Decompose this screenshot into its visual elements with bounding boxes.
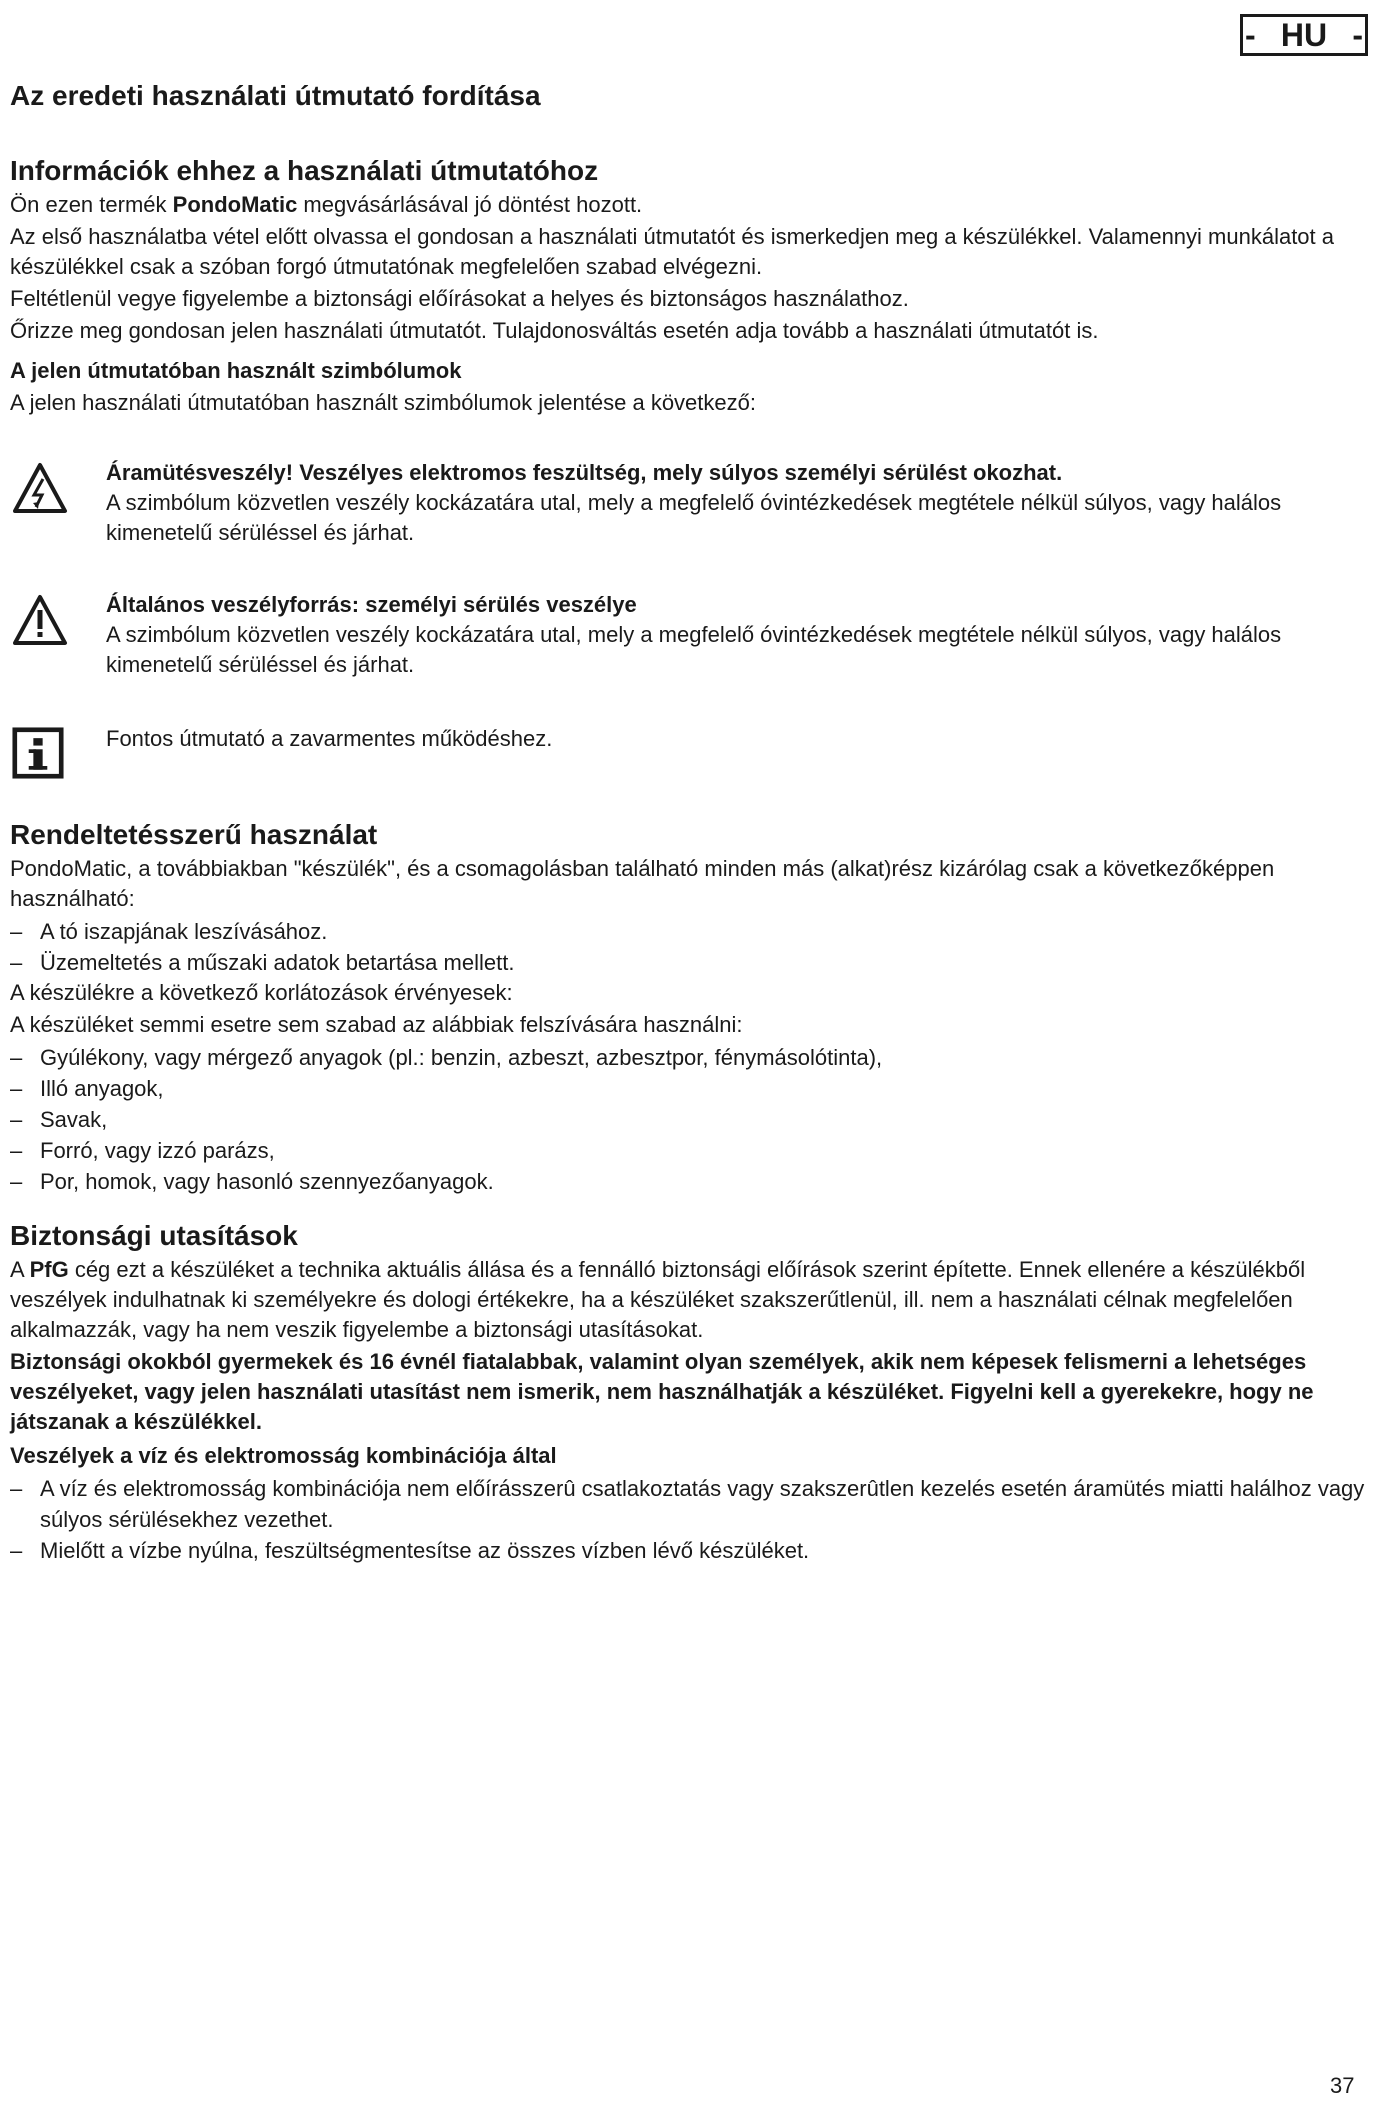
symbols-intro: A jelen használati útmutatóban használt szimbólumok jelentése a következő:	[10, 390, 756, 415]
safety-section	[10, 1219, 1370, 1566]
symbol-electric-title: Áramütésveszély! Veszélyes elektromos feszültség, mely súlyos személyi sérülést okozhat.	[106, 460, 1063, 485]
list-item: – Illó anyagok,	[10, 1073, 1370, 1104]
badge-dash-left: -	[1245, 17, 1256, 53]
language-badge	[1240, 14, 1368, 56]
intended-use-section	[10, 818, 1370, 1197]
page-content	[10, 78, 1370, 1566]
symbol-general-title: Általános veszélyforrás: személyi sérülés veszélye	[106, 592, 637, 617]
info-paragraph-3: Feltétlenül vegye figyelembe a biztonsági előírásokat a helyes és biztonságos használathoz.	[10, 286, 909, 311]
info-p1-pre: Ön ezen termék	[10, 192, 173, 217]
safety-heading: Biztonsági utasítások	[10, 1220, 298, 1251]
forbidden-list	[10, 1042, 1370, 1197]
symbol-row-info	[10, 720, 1370, 780]
list-item: – Savak,	[10, 1104, 1370, 1135]
company-name: PfG	[29, 1257, 69, 1282]
page-number: 37	[1330, 2073, 1355, 2098]
symbols-section	[10, 356, 1370, 780]
list-item: – Mielőtt a vízbe nyúlna, feszültségmentesítse az összes vízben lévő készüléket.	[10, 1535, 1370, 1566]
symbol-general-text: A szimbólum közvetlen veszély kockázatára utal, mely a megfelelő óvintézkedések megtétele nélkül súlyos, vagy halálos kimenetelű sérüléssel és járhat.	[106, 622, 1282, 677]
info-paragraph-2: Az első használatba vétel előtt olvassa el gondosan a használati útmutatót és ismerkedjen meg a készülékkel. Valamennyi munkálatot a készülékkel csak a szóban forgó útmutatónak megfelelően szabad elvégezni.	[10, 224, 1335, 279]
badge-dash-right: -	[1352, 17, 1363, 53]
language-code: HU	[1280, 17, 1328, 53]
list-item: – Forró, vagy izzó parázs,	[10, 1135, 1370, 1166]
symbol-row-general	[10, 590, 1370, 680]
restrictions-line: A készülékre a következő korlátozások érvényesek:	[10, 980, 513, 1005]
safety-list	[10, 1473, 1370, 1566]
safety-children-warning: Biztonsági okokból gyermekek és 16 évnél fiatalabbak, valamint olyan személyek, akik nem képesek felismerni a lehetséges veszélyeket, vagy jelen használati utasítást nem ismerik, nem használhatják a készüléket. Figyelni kell a gyerekekre, hogy ne játszanak a készülékkel.	[10, 1349, 1314, 1434]
forbidden-line: A készüléket semmi esetre sem szabad az alábbiak felszívására használni:	[10, 1012, 743, 1037]
info-paragraph-4: Őrizze meg gondosan jelen használati útmutatót. Tulajdonosváltás esetén adja tovább a használati útmutatót is.	[10, 318, 1099, 343]
electric-warning-icon	[12, 462, 68, 514]
info-section	[10, 154, 1370, 346]
intended-use-list	[10, 916, 1370, 978]
symbols-heading: A jelen útmutatóban használt szimbólumok	[10, 358, 462, 383]
list-item: – Üzemeltetés a műszaki adatok betartása mellett.	[10, 947, 1370, 978]
safety-paragraph-2	[10, 1347, 1370, 1437]
list-item: – Gyúlékony, vagy mérgező anyagok (pl.: benzin, azbeszt, azbesztpor, fénymásolótinta),	[10, 1042, 1370, 1073]
safety-subheading: Veszélyek a víz és elektromosság kombinációja által	[10, 1443, 557, 1468]
info-icon	[12, 726, 64, 780]
info-paragraph-1	[10, 190, 1370, 220]
document-title: Az eredeti használati útmutató fordítása	[10, 80, 541, 111]
safety-p1-pre: A	[10, 1257, 30, 1282]
info-heading: Információk ehhez a használati útmutatóhoz	[10, 155, 599, 186]
product-name: PondoMatic	[172, 192, 298, 217]
list-item: – Por, homok, vagy hasonló szennyezőanyagok.	[10, 1166, 1370, 1197]
info-p1-post: megvásárlásával jó döntést hozott.	[297, 192, 643, 217]
list-item: – A tó iszapjának leszívásához.	[10, 916, 1370, 947]
general-warning-icon	[12, 594, 68, 646]
intended-use-heading: Rendeltetésszerű használat	[10, 819, 378, 850]
symbol-electric-text: A szimbólum közvetlen veszély kockázatára utal, mely a megfelelő óvintézkedések megtétele nélkül súlyos, vagy halálos kimenetelű sérüléssel és járhat.	[106, 490, 1282, 545]
intended-use-intro: PondoMatic, a továbbiakban "készülék", és a csomagolásban található minden más (alkat)rész kizárólag csak a következőképpen használható:	[10, 856, 1275, 911]
list-item: – A víz és elektromosság kombinációja nem előírásszerû csatlakoztatás vagy szakszerûtlen kezelés esetén áramütés miatti halálhoz vagy súlyos sérülésekhez vezethet.	[10, 1473, 1370, 1535]
symbol-info-text: Fontos útmutató a zavarmentes működéshez.	[106, 726, 553, 751]
safety-paragraph-1	[10, 1255, 1370, 1345]
symbol-row-electric	[10, 458, 1370, 548]
safety-p1-post: cég ezt a készüléket a technika aktuális állása és a fennálló biztonsági előírások szerint építette. Ennek ellenére a készülékből veszélyek indulhatnak ki személyekre és dologi értékekre, ha a készüléket szakszerűtlenül, ill. nem a használati célnak megfelelően alkalmazzák, vagy ha nem veszik figyelembe a biztonsági utasításokat.	[10, 1257, 1306, 1342]
